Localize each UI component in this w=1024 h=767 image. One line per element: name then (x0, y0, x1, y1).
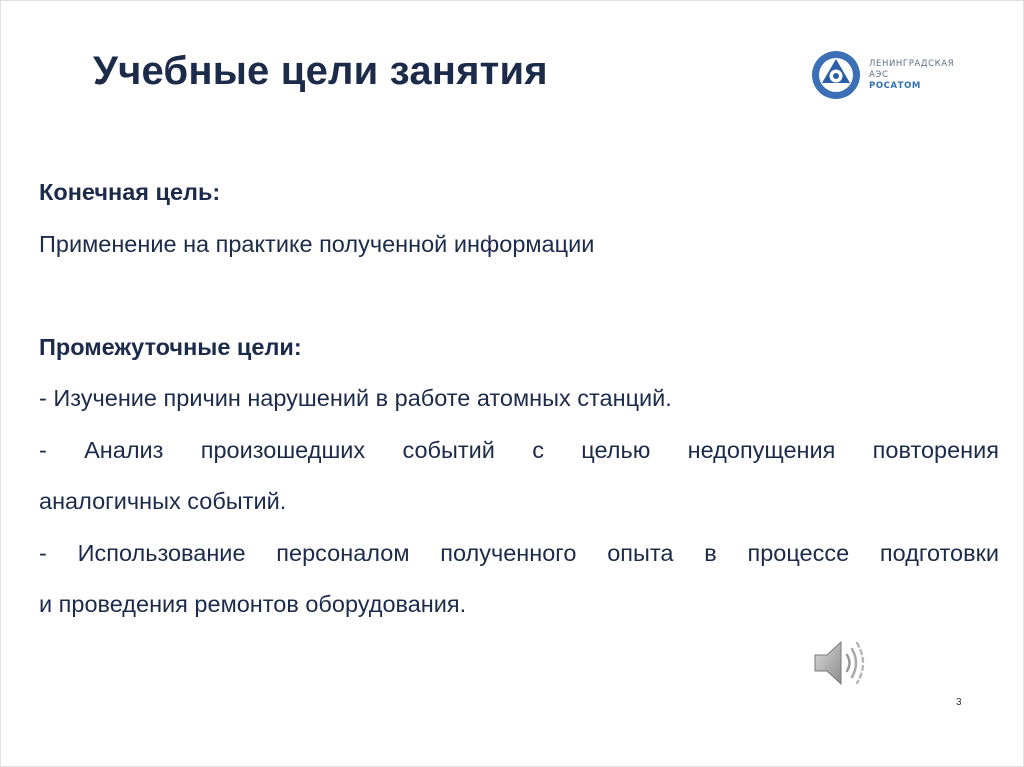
page-number: 3 (956, 697, 962, 708)
goal-item-1: - Изучение причин нарушений в работе атомных станций. (39, 385, 672, 411)
goal-item-2-line-2: аналогичных событий. (39, 488, 287, 514)
slide-body (39, 167, 999, 631)
logo-text (869, 59, 954, 92)
logo-line-3: РОСАТОМ (869, 80, 921, 91)
final-goal-text: Применение на практике полученной информации (39, 230, 595, 257)
goal-item-3-line-2: и проведения ремонтов оборудования. (39, 591, 467, 617)
spacer (39, 270, 999, 322)
rosatom-logo-icon (811, 50, 861, 100)
leningrad-npp-logo (811, 47, 981, 103)
logo-line-2: АЭС (869, 69, 889, 80)
slide-title: Учебные цели занятия (93, 49, 548, 93)
goal-item-3-line-1: - Использование персоналом полученного опыта в процессе подготовки (39, 539, 999, 566)
speaker-icon[interactable] (809, 633, 873, 693)
logo-line-1: ЛЕНИНГРАДСКАЯ (869, 58, 955, 69)
intermediate-goals-heading: Промежуточные цели: (39, 333, 302, 360)
goal-item-2-line-1: - Анализ произошедших событий с целью недопущения повторения (39, 436, 999, 463)
final-goal-heading: Конечная цель: (39, 179, 221, 205)
